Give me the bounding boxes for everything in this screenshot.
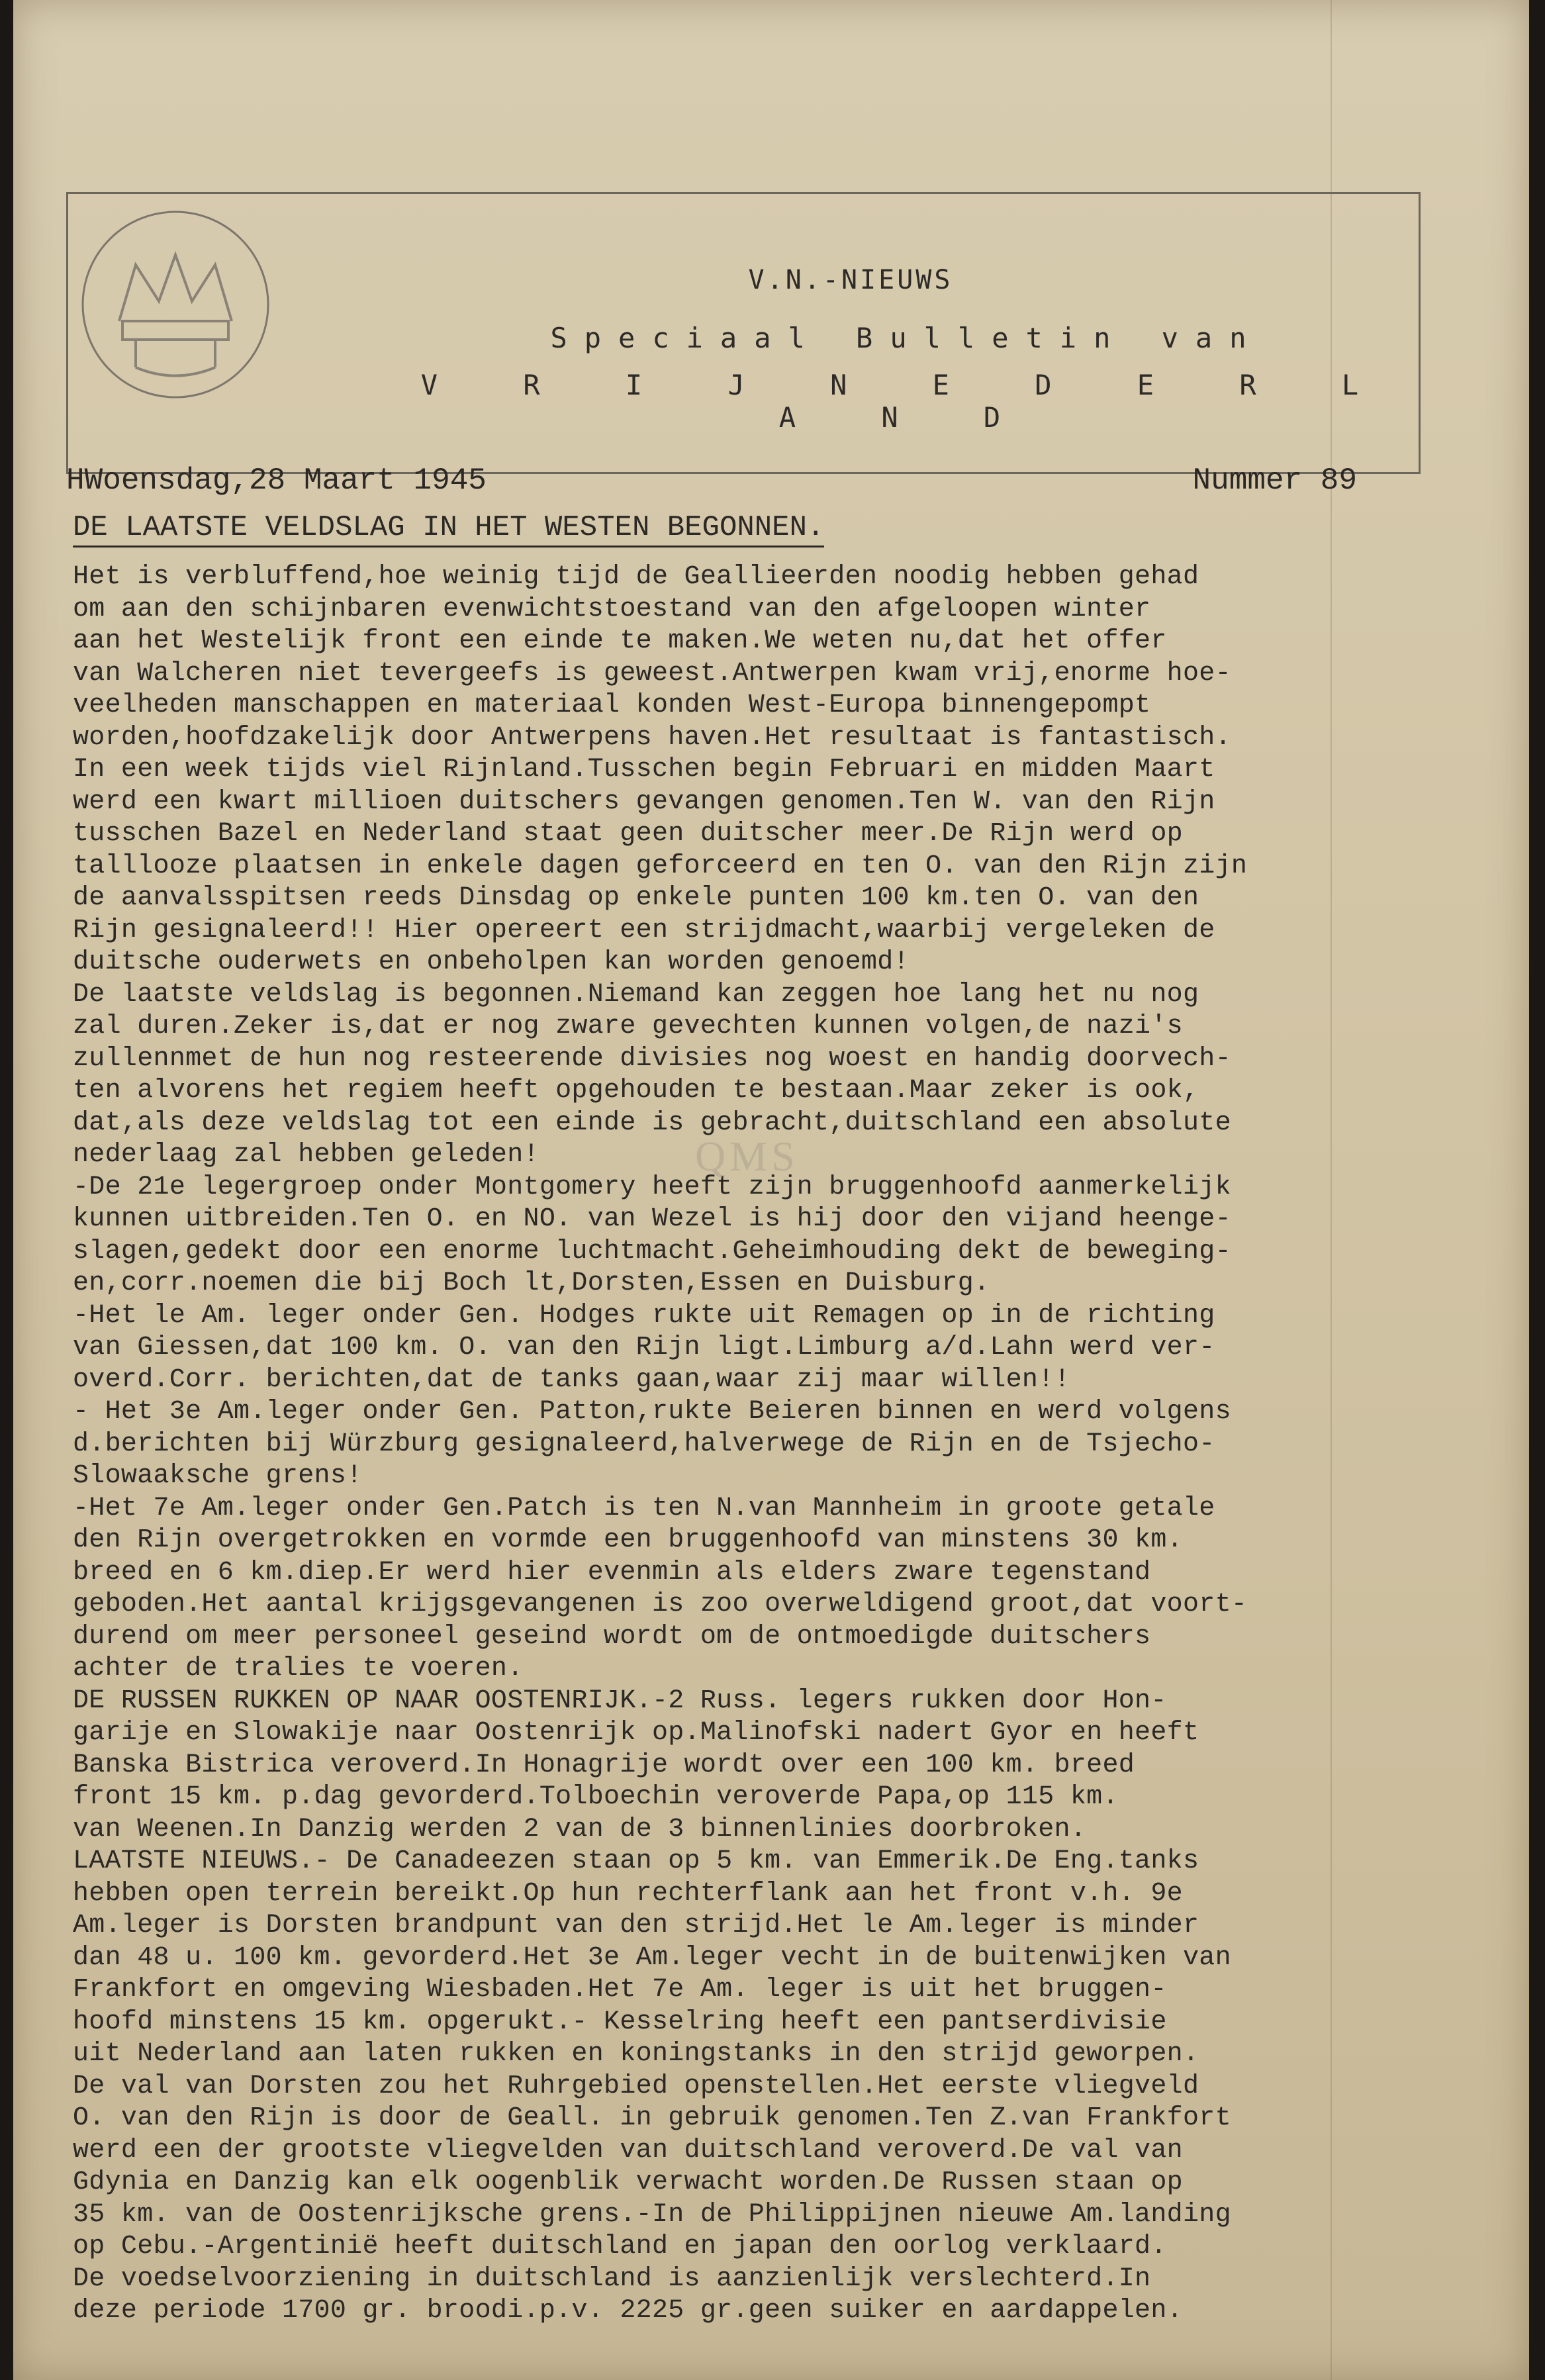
article-line: De val van Dorsten zou het Ruhrgebied openstellen.Het eerste vliegveld — [73, 2071, 1199, 2101]
article-line: van Weenen.In Danzig werden 2 van de 3 binnenlinies doorbroken. — [73, 1814, 1087, 1844]
article-line: breed en 6 km.diep.Er werd hier evenmin als elders zware tegenstand — [73, 1557, 1151, 1588]
masthead-title: V.N.-NIEUWS — [748, 265, 953, 295]
article-line: Frankfort en omgeving Wiesbaden.Het 7e Am. leger is uit het bruggen- — [73, 1975, 1167, 2005]
article-line: front 15 km. p.dag gevorderd.Tolboechin veroverde Papa,op 115 km. — [73, 1782, 1119, 1812]
article-line: van Giessen,dat 100 km. O. van den Rijn ligt.Limburg a/d.Lahn werd ver- — [73, 1333, 1215, 1362]
masthead-text — [397, 265, 1417, 434]
article-line: werd een kwart millioen duitschers gevangen genomen.Ten W. van den Rijn — [73, 786, 1215, 817]
article-line: en,corr.noemen die bij Boch lt,Dorsten,Essen en Duisburg. — [73, 1268, 990, 1298]
article-line: den Rijn overgetrokken en vormde een bruggenhoofd van minstens 30 km. — [73, 1525, 1183, 1555]
article-line: Gdynia en Danzig kan elk oogenblik verwacht worden.De Russen staan op — [73, 2167, 1183, 2197]
article-line: slagen,gedekt door een enorme luchtmacht.Geheimhouding dekt de beweging- — [73, 1236, 1231, 1266]
article-line: duitsche ouderwets en onbeholpen kan worden genoemd! — [73, 947, 910, 977]
page-headline: DE LAATSTE VELDSLAG IN HET WESTEN BEGONNEN. — [73, 511, 824, 547]
issue-date: HWoensdag,28 Maart 1945 — [66, 463, 487, 498]
article-line: zullennmet de hun nog resteerende divisies nog woest en handig doorvech- — [73, 1043, 1231, 1074]
masthead-publisher: V R I J N E D E R L A N D — [420, 369, 1393, 434]
article-line: zal duren.Zeker is,dat er nog zware gevechten kunnen volgen,de nazi's — [73, 1012, 1183, 1041]
article-line: geboden.Het aantal krijgsgevangenen is zoo overweldigend groot,dat voort- — [73, 1590, 1248, 1619]
article-line: tusschen Bazel en Nederland staat geen duitscher meer.De Rijn werd op — [73, 819, 1183, 849]
article-line: -Het le Am. leger onder Gen. Hodges rukte uit Remagen op in de richting — [73, 1300, 1215, 1331]
issue-number: Nummer 89 — [1192, 463, 1357, 498]
article-line: -De 21e legergroep onder Montgomery heeft zijn bruggenhoofd aanmerkelijk — [73, 1172, 1231, 1202]
article-line: overd.Corr. berichten,dat de tanks gaan,waar zij maar willen!! — [73, 1364, 1070, 1395]
article-line: achter de tralies te voeren. — [73, 1654, 524, 1684]
article-line: durend om meer personeel geseind wordt om de ontmoedigde duitschers — [73, 1621, 1151, 1652]
article-line: Slowaaksche grens! — [73, 1461, 363, 1491]
article-line: De voedselvoorziening in duitschland is aanzienlijk verslechterd.In — [73, 2263, 1151, 2294]
article-line: -Het 7e Am.leger onder Gen.Patch is ten N.van Mannheim in groote getale — [73, 1493, 1215, 1523]
article-line: De laatste veldslag is begonnen.Niemand kan zeggen hoe lang het nu nog — [73, 979, 1199, 1010]
article-line: d.berichten bij Würzburg gesignaleerd,halverwege de Rijn en de Tsjecho- — [73, 1429, 1215, 1459]
article-line: de aanvalsspitsen reeds Dinsdag op enkele punten 100 km.ten O. van den — [73, 883, 1199, 913]
article-line: LAATSTE NIEUWS.- De Canadeezen staan op 5 km. van Emmerik.De Eng.tanks — [73, 1846, 1199, 1876]
article-line: 35 km. van de Oostenrijksche grens.-In de Philippijnen nieuwe Am.landing — [73, 2199, 1231, 2230]
masthead-subtitle: Speciaal Bulletin van — [550, 322, 1264, 354]
article-line: - Het 3e Am.leger onder Gen. Patton,rukte Beieren binnen en werd volgens — [73, 1397, 1231, 1427]
article-line: op Cebu.-Argentinië heeft duitschland en japan den oorlog verklaard. — [73, 2232, 1167, 2261]
article-line: ten alvorens het regiem heeft opgehouden te bestaan.Maar zeker is ook, — [73, 1076, 1199, 1106]
article-line: dan 48 u. 100 km. gevorderd.Het 3e Am.leger vecht in de buitenwijken van — [73, 1942, 1231, 1973]
crown-emblem-icon — [73, 202, 278, 407]
watermark: QMS — [695, 1133, 799, 1180]
dateline — [66, 463, 1417, 498]
article-line: garije en Slowakije naar Oostenrijk op.Malinofski nadert Gyor en heeft — [73, 1718, 1199, 1748]
article-line: nederlaag zal hebben geleden! — [73, 1140, 539, 1170]
article-line: uit Nederland aan laten rukken en koningstanks in den strijd geworpen. — [73, 2039, 1199, 2069]
article-line: dat,als deze veldslag tot een einde is gebracht,duitschland een absolute — [73, 1108, 1231, 1138]
article-body — [73, 561, 1450, 2328]
article-line: talllooze plaatsen in enkele dagen geforceerd en ten O. van den Rijn zijn — [73, 851, 1248, 881]
article-line: hoofd minstens 15 km. opgerukt.- Kesselring heeft een pantserdivisie — [73, 2007, 1167, 2037]
article-line: In een week tijds viel Rijnland.Tusschen begin Februari en midden Maart — [73, 755, 1215, 785]
article-line: Am.leger is Dorsten brandpunt van den strijd.Het le Am.leger is minder — [73, 1911, 1199, 1940]
article-line: Rijn gesignaleerd!! Hier opereert een strijdmacht,waarbij vergeleken de — [73, 915, 1215, 945]
article-line: Banska Bistrica veroverd.In Honagrije wordt over een 100 km. breed — [73, 1750, 1135, 1780]
article-line: O. van den Rijn is door de Geall. in gebruik genomen.Ten Z.van Frankfort — [73, 2103, 1231, 2133]
article-line: om aan den schijnbaren evenwichtstoestand van den afgeloopen winter — [73, 594, 1151, 624]
article-line: werd een der grootste vliegvelden van duitschland veroverd.De val van — [73, 2135, 1183, 2166]
article-line: kunnen uitbreiden.Ten O. en NO. van Wezel is hij door den vijand heenge- — [73, 1204, 1231, 1234]
article-line: veelheden manschappen en materiaal konden West-Europa binnengepompt — [73, 690, 1151, 720]
article-line: deze periode 1700 gr. broodi.p.v. 2225 gr.geen suiker en aardappelen. — [73, 2296, 1183, 2326]
article-line: DE RUSSEN RUKKEN OP NAAR OOSTENRIJK.-2 Russ. legers rukken door Hon- — [73, 1686, 1167, 1716]
article-line: van Walcheren niet tevergeefs is geweest.Antwerpen kwam vrij,enorme hoe- — [73, 658, 1231, 689]
article-line: hebben open terrein bereikt.Op hun rechterflank aan het front v.h. 9e — [73, 1878, 1183, 1909]
article-line: worden,hoofdzakelijk door Antwerpens haven.Het resultaat is fantastisch. — [73, 722, 1231, 753]
article-line: Het is verbluffend,hoe weinig tijd de Geallieerden noodig hebben gehad — [73, 562, 1199, 592]
article-line: aan het Westelijk front een einde te maken.We weten nu,dat het offer — [73, 626, 1167, 656]
